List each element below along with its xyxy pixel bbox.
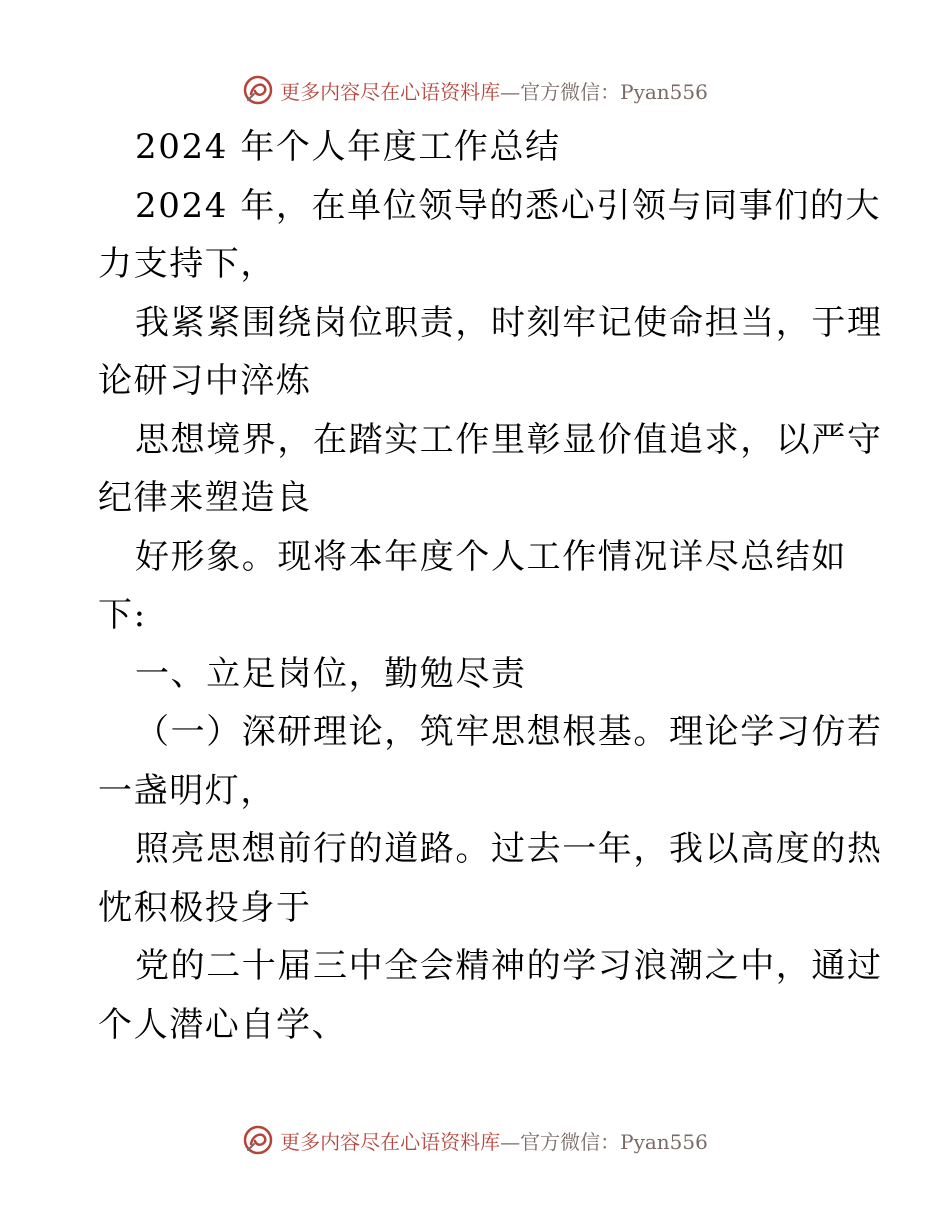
section-heading: 一、立足岗位，勤勉尽责 [135,653,527,694]
paragraph-line: 2024 年，在单位领导的悉心引领与同事们的大 [135,185,882,226]
paragraph-line: 纪律来塑造良 [98,478,312,518]
header-banner [0,70,950,110]
footer-banner-main: 更多内容尽在心语资料库 [280,1129,501,1154]
paragraph-line: 一盏明灯， [98,770,276,811]
header-banner-main: 更多内容尽在心语资料库 [280,79,501,104]
paragraph-line: 下: [98,595,147,635]
swirl-logo-icon [242,1124,274,1156]
paragraph-line: 我紧紧围绕岗位职责，时刻牢记使命担当，于理 [135,302,883,343]
paragraph-line: 思想境界，在踏实工作里彰显价值追求，以严守 [135,419,883,460]
header-banner-rest: —官方微信：Pyan556 [500,79,708,104]
document-title: 2024 年个人年度工作总结 [135,127,561,167]
paragraph-line: 照亮思想前行的道路。过去一年，我以高度的热 [135,829,883,869]
subsection-heading-line: （一）深研理论，筑牢思想根基。理论学习仿若 [135,712,883,752]
paragraph-line: 好形象。现将本年度个人工作情况详尽总结如 [135,536,847,577]
footer-banner [0,1120,950,1160]
paragraph-line: 论研习中淬炼 [98,361,312,401]
swirl-logo-icon [242,74,274,106]
footer-banner-rest: —官方微信：Pyan556 [500,1129,708,1154]
header-banner-text [280,76,708,105]
paragraph-line: 党的二十届三中全会精神的学习浪潮之中，通过 [135,946,883,986]
paragraph-line: 个人潜心自学、 [98,1004,348,1045]
paragraph-line: 力支持下， [98,244,276,284]
footer-banner-text [280,1126,708,1155]
paragraph-line: 忱积极投身于 [98,887,312,928]
document-body [98,118,883,1054]
